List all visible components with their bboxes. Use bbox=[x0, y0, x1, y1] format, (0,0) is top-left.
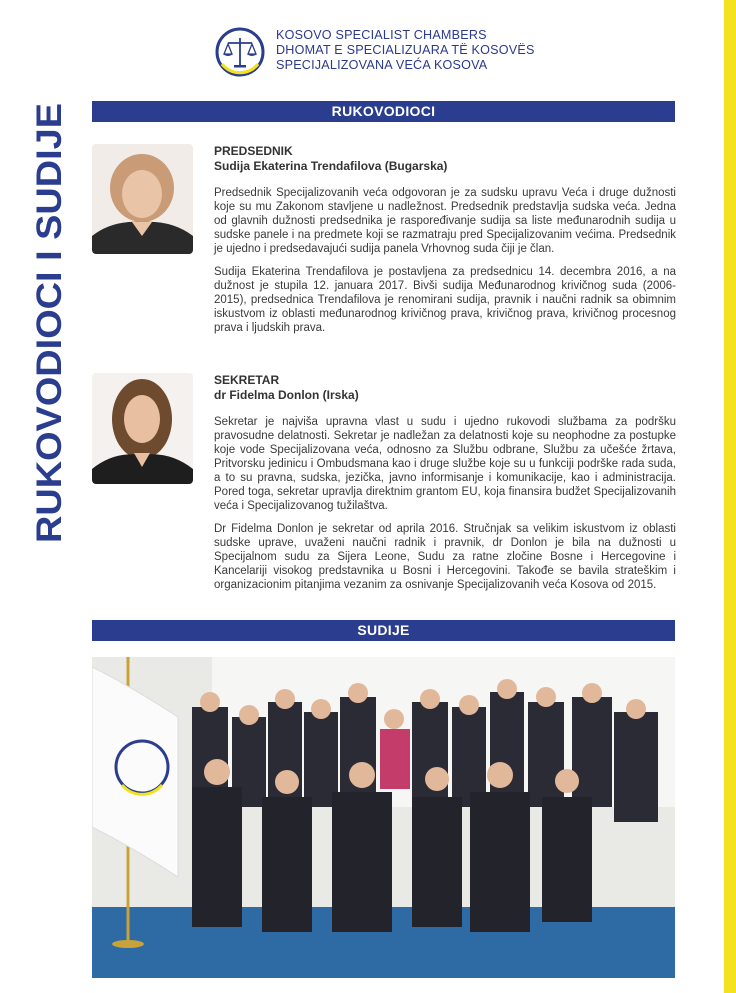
registrar-paragraph-2: Dr Fidelma Donlon je sekretar od aprila 2016. Stručnjak sa velikim iskustvom iz oblasti sudske uprave, uvaženi naučni radnik i pravnik, dr Donlon je bila na dužnosti u Specijalnom sudu za Sijera Leone, Sudu za ratne zločine Bosne i Hercegovine i Kancelariji visokog predstavnika u Bosni i Hercegovini. Takođe se bavila strateškim i organizacionim pitanjima vezanim za osnivanje Specijalizovanih veća Kosova od 2015. bbox=[214, 523, 676, 591]
president-portrait bbox=[92, 144, 193, 254]
president-role: PREDSEDNIK bbox=[214, 144, 293, 158]
right-accent-stripe bbox=[724, 0, 736, 993]
section-header-leaders: RUKOVODIOCI bbox=[92, 101, 675, 122]
judges-group-photo bbox=[92, 657, 675, 978]
registrar-profile bbox=[214, 373, 676, 601]
scales-of-justice-icon bbox=[214, 26, 266, 78]
logo-line-serbian: SPECIJALIZOVANA VEĆA KOSOVA bbox=[276, 58, 488, 73]
registrar-paragraph-1: Sekretar je najviša upravna vlast u sudu i ujedno rukovodi službama za podršku pravosudne delatnosti. Sekretar je nadležan za delatnosti koje su neophodne za postupke koje vode Specijalizovana veća, odnosno za Službu odbrane, Službu za učešće žrtava, Pritvorsku jedinicu i Ombudsmana kao i druge službe koje su u funkciji podrške rada suda, a to su pravna, sudska, jezička, javno informisanje i komunikacije, kao i administracija. Pored toga, sekretar upravlja direktnim grantom EU, koja finansira budžet Specijalizovanih veća i Specijalizovanog tužilaštva. bbox=[214, 416, 676, 512]
president-paragraph-1: Predsednik Specijalizovanih veća odgovoran je za sudsku upravu Veća i druge dužnosti koje su mu Zakonom stavljene u nadležnost. Predsednik predstavlja sudska veća. Jedna od glavnih dužnosti predsednika je raspoređivanje sudija sa liste međunarodnih sudija u sudske panele i na predmete koji se razmatraju pred Specijalizovanim većima. Predsednik je ujedno i predsedavajući sudija panela Vrhovnog suda čiji je član. bbox=[214, 187, 676, 255]
registrar-name: dr Fidelma Donlon (Irska) bbox=[214, 388, 359, 402]
vertical-title-text: RUKOVODIOCI I SUDIJE bbox=[30, 136, 69, 543]
kosovo-specialist-chambers-logo bbox=[214, 24, 534, 80]
logo-line-english: KOSOVO SPECIALIST CHAMBERS bbox=[276, 28, 487, 42]
section-header-judges: SUDIJE bbox=[92, 620, 675, 641]
president-paragraph-2: Sudija Ekaterina Trendafilova je postavljena za predsednicu 14. decembra 2016, a na dužnost je stupila 12. januara 2017. Bivši sudija Međunarodnog krivičnog suda (2006-2015), predsednica Trendafilova je renomirani sudija, pravnik i naučni radnik sa obimnim iskustvom iz oblasti međunarodnog krivičnog prava, krivičnog prava, krivičnog procesnog prava i ljudskih prava. bbox=[214, 266, 676, 334]
president-name: Sudija Ekaterina Trendafilova (Bugarska) bbox=[214, 159, 448, 173]
registrar-portrait bbox=[92, 373, 193, 484]
president-profile bbox=[214, 144, 676, 344]
registrar-role: SEKRETAR bbox=[214, 373, 280, 387]
vertical-page-title bbox=[30, 100, 70, 545]
logo-line-albanian: DHOMAT E SPECIALIZUARA TË KOSOVËS bbox=[276, 43, 535, 58]
